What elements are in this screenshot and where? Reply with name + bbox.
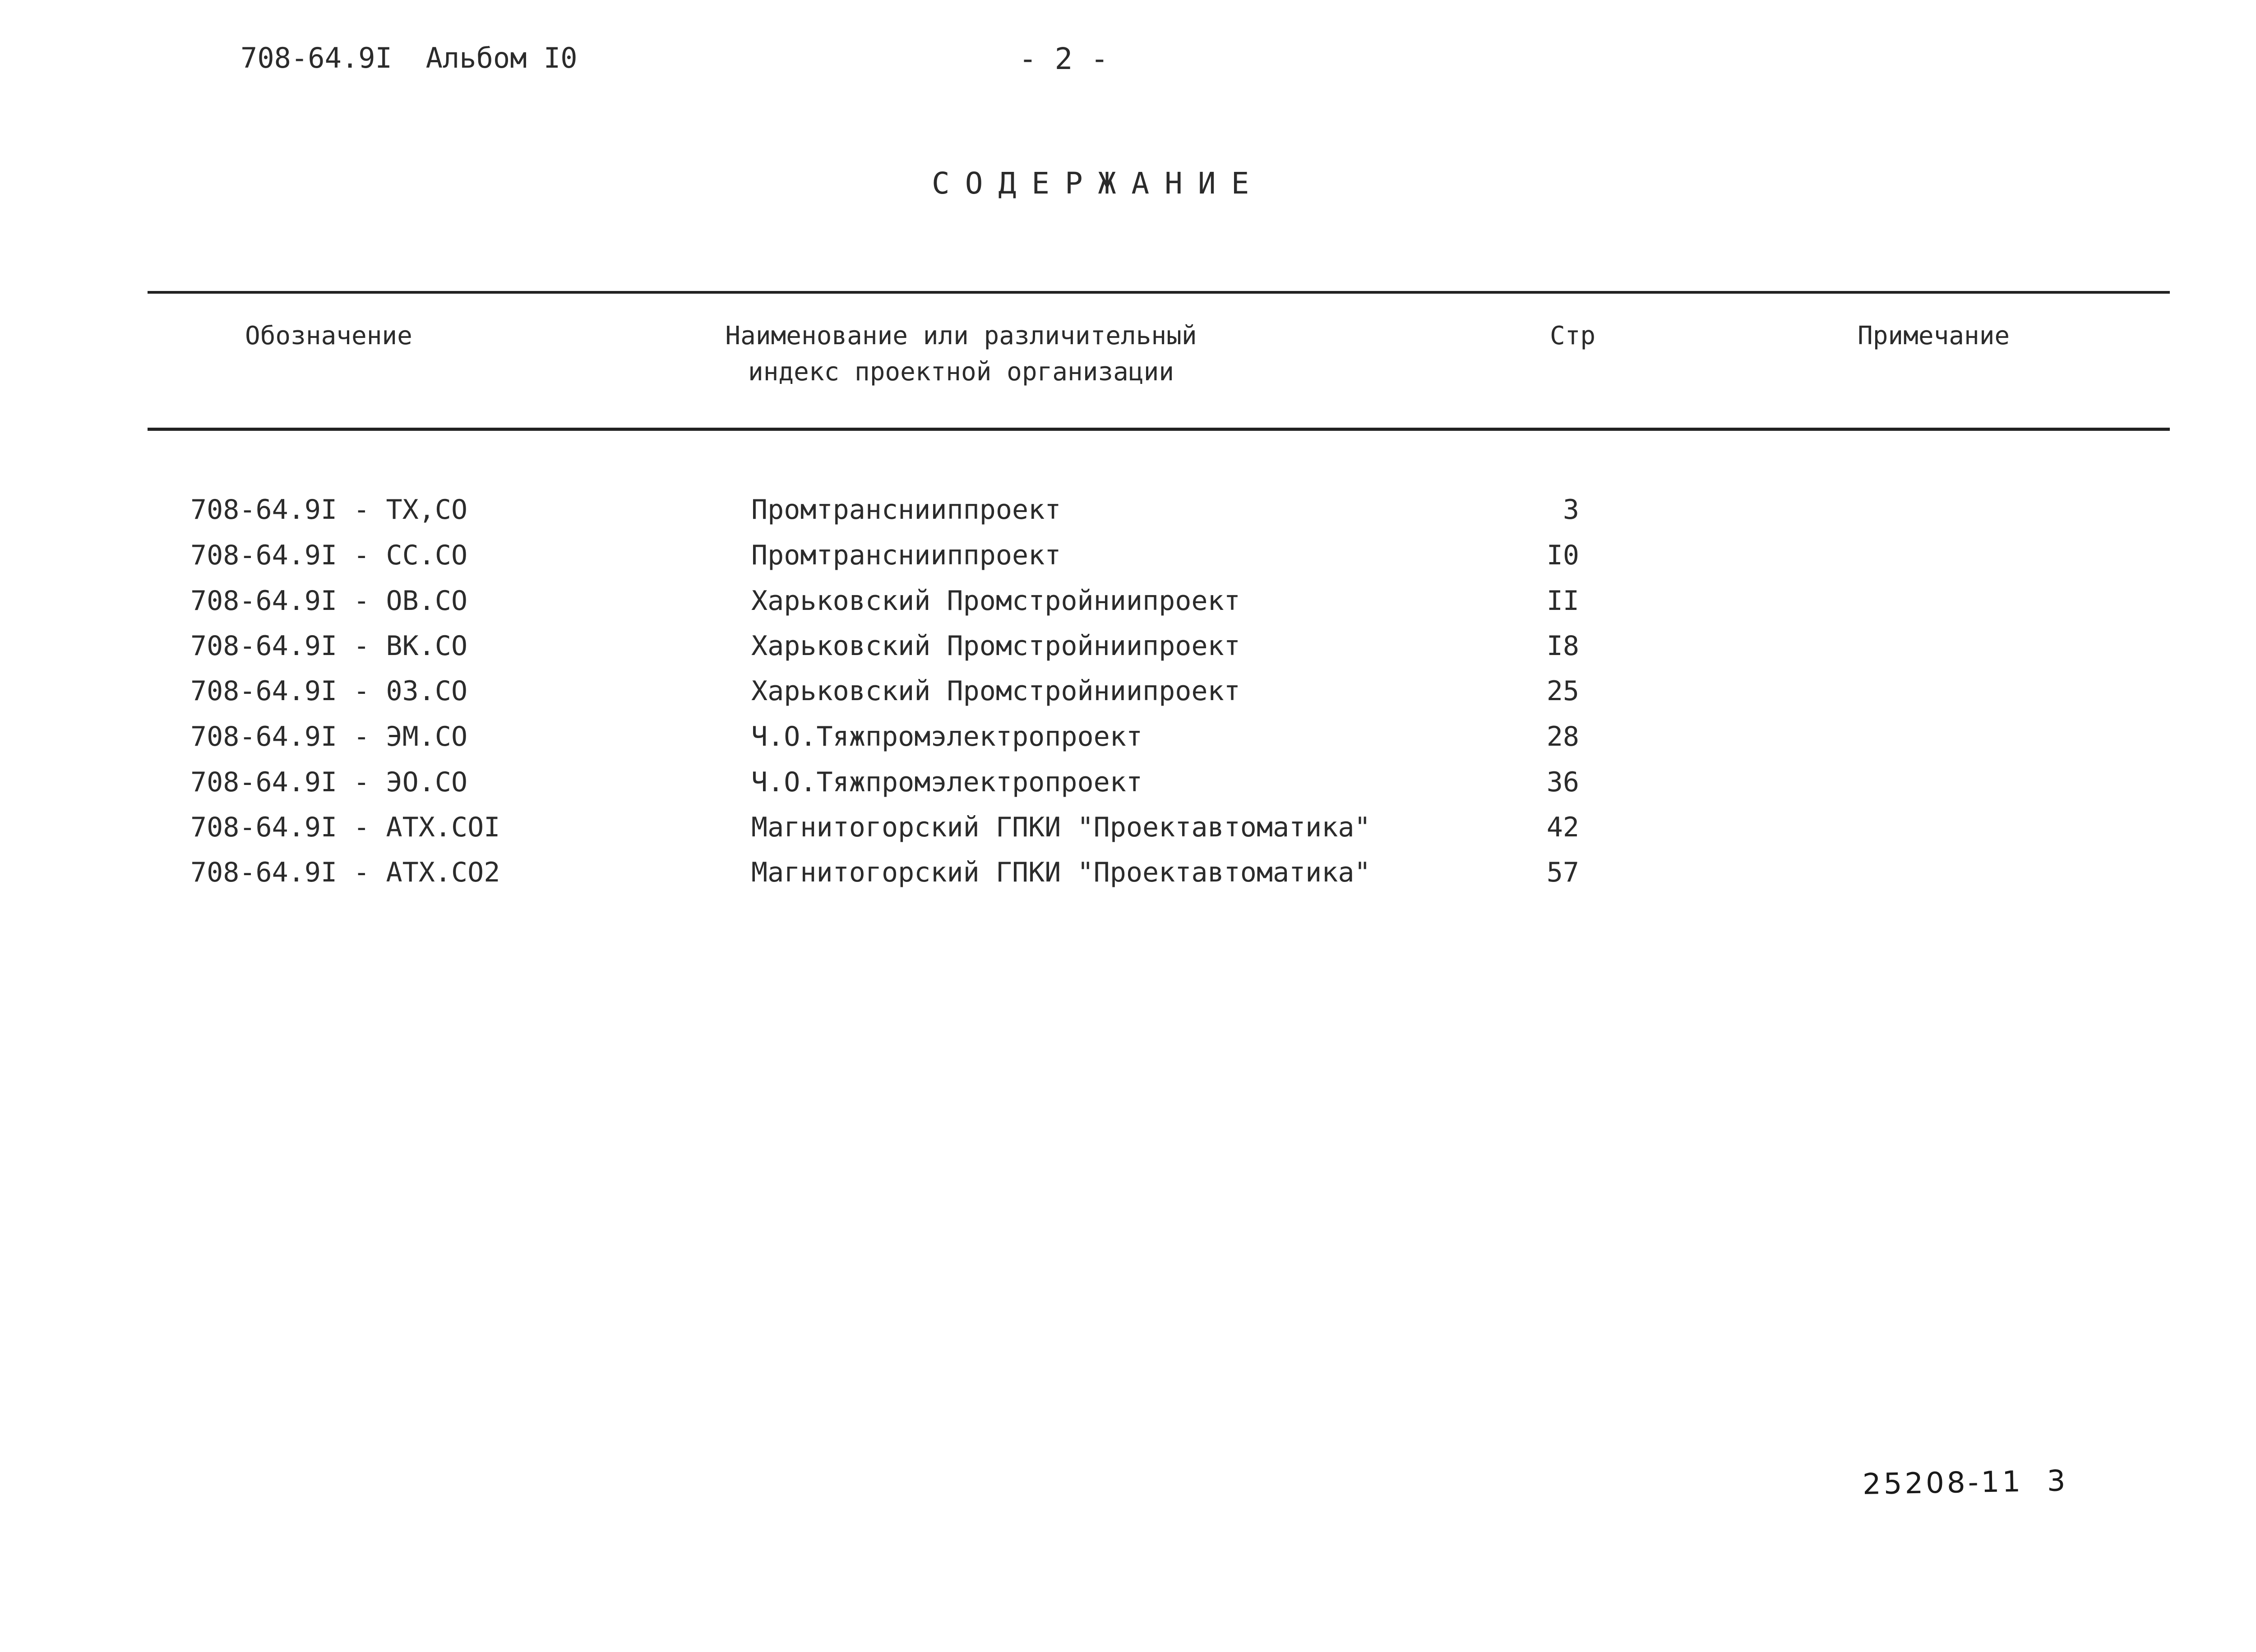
row-organization: Промтранснииппроект [751,540,1061,571]
row-organization: Магнитогорский ГПКИ "Проектавтоматика" [751,812,1371,843]
row-designation: 708-64.9I - 0З.СО [190,675,468,707]
column-header-note: Примечание [1858,321,2010,351]
row-organization: Ч.О.Тяжпромэлектропроект [751,721,1142,752]
row-organization: Магнитогорский ГПКИ "Проектавтоматика" [751,857,1371,888]
table-top-rule [148,291,2170,294]
document-code: 708-64.9I Альбом I0 [240,42,578,74]
archive-stamp: 25208-11 3 [1862,1464,2069,1501]
table-row [0,537,1579,582]
row-designation: 708-64.9I - АТХ.СО2 [190,857,500,888]
row-page: I0 [1546,540,1579,571]
row-designation: 708-64.9I - СС.СО [190,540,468,571]
column-header-page: Стр [1550,321,1596,351]
table-row [0,628,1579,673]
row-organization: Харьковский Промстройниипроект [751,630,1240,662]
page-title: СОДЕРЖАНИЕ [932,166,1265,201]
row-page: 42 [1546,812,1579,843]
table-row [0,809,1579,854]
row-page: 57 [1546,857,1579,888]
table-row [0,583,1579,628]
table-row [0,492,1579,537]
row-page: 36 [1546,766,1579,798]
row-page: 28 [1546,721,1579,752]
table-row [0,673,1579,718]
page-number: - 2 - [1019,42,1109,76]
row-organization: Харьковский Промстройниипроект [751,675,1240,707]
row-page: II [1546,585,1579,617]
row-designation: 708-64.9I - ВК.СО [190,630,468,662]
row-page: I8 [1546,630,1579,662]
row-organization: Харьковский Промстройниипроект [751,585,1240,617]
row-page: 25 [1546,675,1579,707]
column-header-name: Наименование или различительный индекс проектной организации [725,321,1197,387]
table-row [0,719,1579,764]
row-designation: 708-64.9I - АТХ.СОI [190,812,500,843]
row-designation: 708-64.9I - ЭМ.СО [190,721,468,752]
column-header-designation: Обозначение [245,321,412,351]
row-page: 3 [1563,494,1579,526]
table-row [0,764,1579,809]
row-designation: 708-64.9I - ТХ,СО [190,494,468,526]
row-organization: Промтранснииппроект [751,494,1061,526]
table-header-rule [148,428,2170,431]
row-organization: Ч.О.Тяжпромэлектропроект [751,766,1142,798]
table-row [0,854,1579,900]
row-designation: 708-64.9I - ОВ.СО [190,585,468,617]
row-designation: 708-64.9I - ЭО.СО [190,766,468,798]
